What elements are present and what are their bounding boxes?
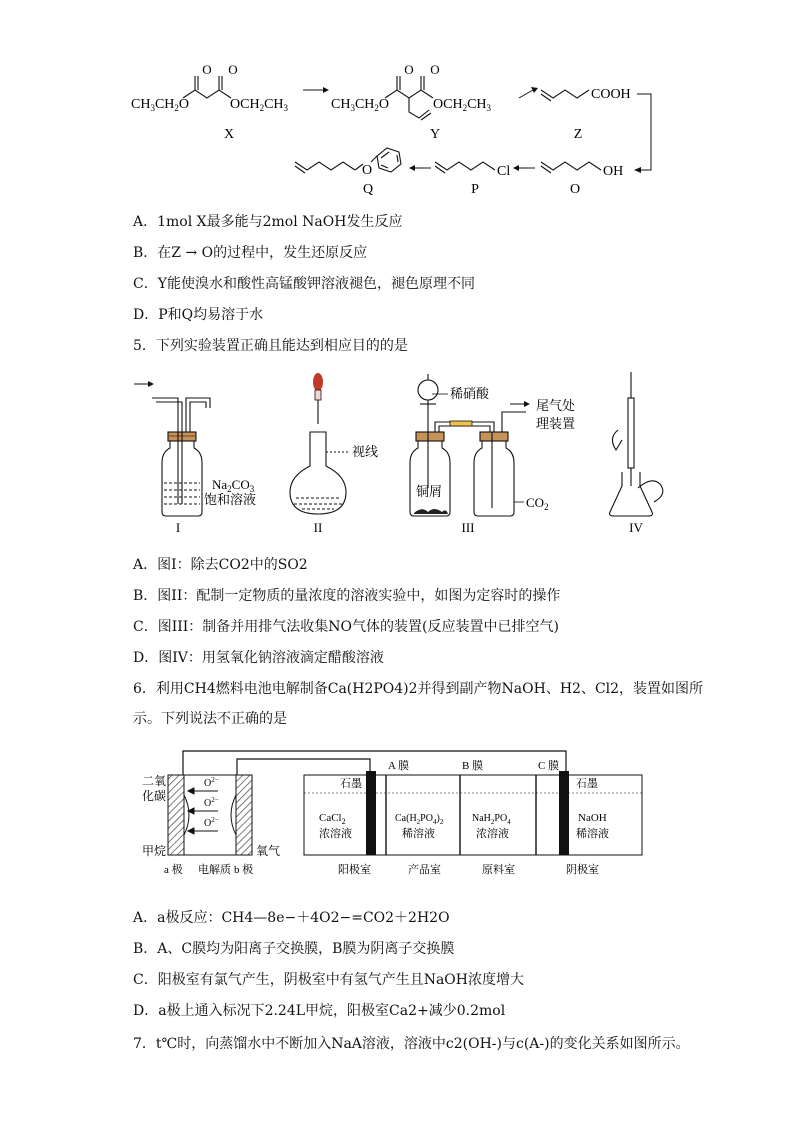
o2-ion-label-1: $O^{2-}$: [204, 776, 219, 789]
p-cl: Cl: [497, 164, 511, 179]
label-graphite-right: 石墨: [576, 778, 598, 790]
label-graphite-left: 石墨: [340, 778, 362, 790]
label-nah2po4: $NaH_2PO_4$: [472, 813, 511, 826]
fig-iii-tail-2: 理装置: [536, 416, 576, 431]
label-a-pole: a 极: [164, 864, 183, 876]
x-carbonyl-o-1: O: [202, 62, 212, 77]
z-acid: COOH: [591, 87, 631, 102]
o2-ion-label-3: $O^{2-}$: [204, 816, 219, 829]
molecule-y: [385, 76, 433, 120]
label-cah2po4-conc: 稀溶液: [402, 828, 435, 840]
fig-i-wash-bottle: [152, 398, 210, 516]
o-oh: OH: [603, 164, 624, 179]
label-cacl2: CaCl$_2$: [319, 812, 346, 826]
label-cathode-room: 阴极室: [566, 864, 599, 876]
label-membrane-c: C 膜: [538, 760, 560, 772]
fig-iii-label: III: [461, 520, 475, 535]
label-b-pole: b 极: [234, 864, 254, 876]
fig-i-label: I: [175, 520, 181, 535]
molecule-x: [183, 76, 231, 98]
label-anode-room: 阳极室: [338, 864, 371, 876]
q6-option-a: A．a极反应：CH4—8e−＋4O2−=CO2＋2H2O: [133, 910, 450, 926]
fig-i-saturated: 饱和溶液: [204, 492, 257, 507]
label-naoh-conc: 稀溶液: [576, 828, 609, 840]
fig-iii-tail-arrow: [510, 401, 530, 407]
y-carbonyl-o-2: O: [430, 62, 440, 77]
fig-ii-sightline: 视线: [352, 444, 379, 459]
fig-iii-rubber-tube: [450, 421, 472, 426]
q4-option-b: B．在Z → O的过程中，发生还原反应: [133, 245, 368, 261]
label-product-room: 产品室: [408, 864, 441, 876]
label-oxygen: 氧气: [256, 844, 281, 858]
label-electrolyte: 电解质: [198, 864, 231, 876]
y-right-group: $OCH_2CH_3$: [433, 97, 492, 113]
x-carbonyl-o-2: O: [228, 62, 238, 77]
o2-ion-arrows: [188, 788, 218, 834]
fig-ii-label: II: [313, 520, 323, 535]
fig-i-inlet-arrow: [134, 381, 154, 387]
y-carbonyl-o-1: O: [404, 62, 414, 77]
q-o: O: [361, 163, 373, 178]
anode-graphite: [366, 771, 376, 855]
fig-iv-label: IV: [629, 520, 643, 535]
molecule-o: [541, 162, 601, 173]
q6-stem-line2: 示。下列说法不正确的是: [133, 711, 287, 727]
cathode-graphite: [559, 771, 569, 855]
label-methane: 甲烷: [142, 844, 167, 858]
q7-stem: 7．t℃时，向蒸馏水中不断加入NaA溶液，溶液中c2(OH-)与c(A-)的变化关系如图所示。: [133, 1036, 690, 1052]
dropper-bulb: [313, 373, 323, 391]
arrow-x-y: [303, 87, 329, 93]
label-co2-2: 化碳: [142, 789, 167, 803]
q4-option-d: D．P和Q均易溶于水: [133, 307, 264, 323]
fig-ii-volumetric-flask: [290, 398, 350, 514]
label-cacl2-conc: 浓溶液: [319, 828, 352, 840]
q5-option-c: C．图III：制备并用排气法收集NO气体的装置(反应装置中已排空气): [133, 619, 559, 635]
label-q: Q: [362, 182, 374, 197]
q5-option-d: D．图IV：用氢氧化钠溶液滴定醋酸溶液: [133, 650, 384, 666]
label-raw-room: 原料室: [482, 864, 515, 876]
fig-iii-tail-1: 尾气处: [536, 398, 576, 413]
q5-stem: 5．下列实验装置正确且能达到相应目的的是: [133, 338, 408, 354]
x-left-group: $CH_3CH_2O$: [131, 97, 190, 113]
label-membrane-b: B 膜: [462, 760, 484, 772]
fig-iii-co2: $CO_2$: [526, 495, 549, 512]
label-p: P: [471, 182, 479, 197]
dropper-neck: [315, 390, 321, 400]
label-x: X: [223, 127, 235, 142]
q6-stem-line1: 6．利用CH4燃料电池电解制备Ca(H2PO4)2并得到副产物NaOH、H2、Cl2，装置如图所: [133, 681, 704, 697]
y-left-group: $CH_3CH_2O$: [331, 97, 390, 113]
label-membrane-a: A 膜: [388, 760, 410, 772]
q4-option-a: A．1mol X最多能与2mol NaOH发生反应: [133, 214, 403, 230]
q5-apparatus-figure: [130, 368, 680, 538]
arrow-z-o: [634, 167, 641, 173]
label-z: Z: [573, 127, 583, 142]
q6-electrolysis-figure: [138, 745, 658, 885]
reaction-scheme: [125, 62, 670, 202]
fig-iii-copper: 铜屑: [416, 484, 443, 499]
label-naoh: NaOH: [578, 812, 607, 824]
fig-iv-titration: [610, 372, 663, 516]
label-o: O: [569, 182, 581, 197]
arrow-p-q: [409, 165, 431, 171]
label-y: Y: [429, 127, 441, 142]
molecule-z: [541, 90, 589, 101]
label-cah2po4: $Ca(H_2PO_4)_2$: [395, 813, 444, 826]
q5-option-b: B．图II：配制一定物质的量浓度的溶液实验中，如图为定容时的操作: [133, 588, 561, 604]
connector-z-o: [637, 94, 651, 170]
inner-wire: [237, 759, 370, 775]
fig-iii-dilute-hno3: 稀硝酸: [450, 386, 490, 401]
molecule-q: [295, 148, 401, 173]
fig-iii-copper-pile: [414, 509, 448, 514]
q5-option-a: A．图I：除去CO2中的SO2: [133, 557, 308, 573]
molecule-p: [435, 162, 495, 173]
o2-ion-label-2: $O^{2-}$: [204, 796, 219, 809]
label-co2-1: 二氧: [142, 774, 167, 788]
q6-option-c: C．阳极室有氯气产生，阴极室中有氢气产生且NaOH浓度增大: [133, 972, 524, 988]
q4-option-c: C．Y能使溴水和酸性高锰酸钾溶液褪色，褪色原理不同: [133, 276, 475, 292]
label-nah2po4-conc: 浓溶液: [476, 828, 509, 840]
fig-i-na2co3: $Na_2CO_3$: [212, 477, 255, 494]
q6-option-d: D．a极上通入标况下2.24L甲烷，阳极室Ca2+减少0.2mol: [133, 1003, 506, 1019]
arrow-y-z: [519, 87, 538, 98]
x-right-group: $OCH_2CH_3$: [230, 97, 289, 113]
q6-option-b: B．A、C膜均为阳离子交换膜，B膜为阴离子交换膜: [133, 941, 455, 957]
arrow-o-p: [513, 165, 535, 171]
